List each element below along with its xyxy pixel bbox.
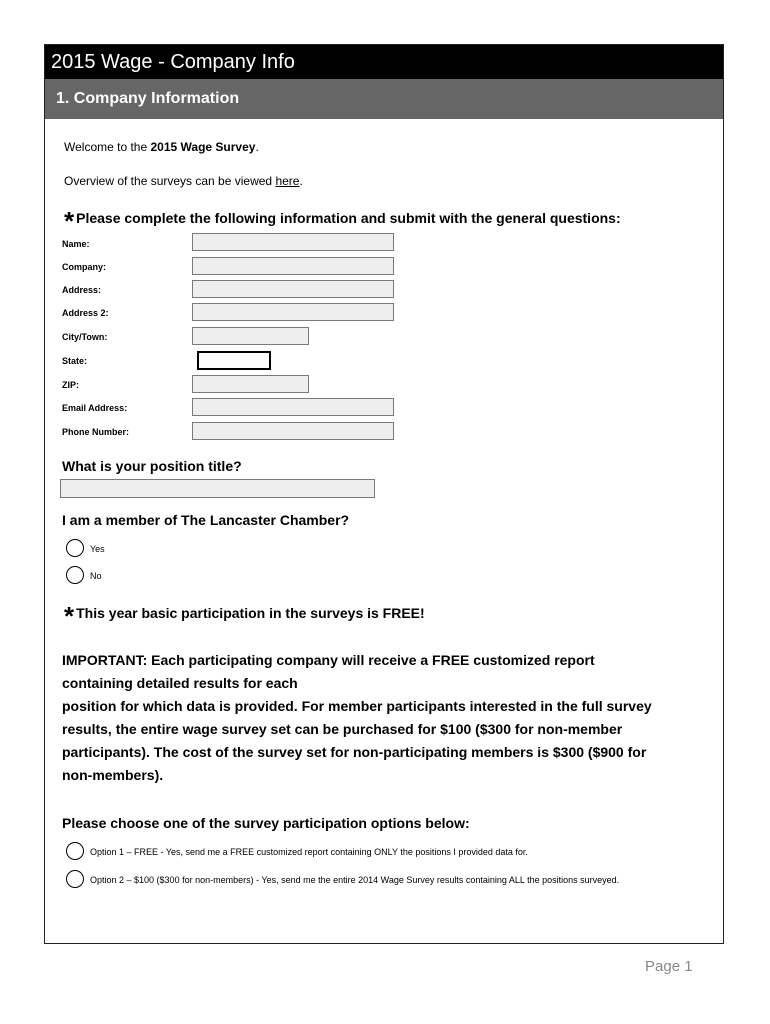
important-line: position for which data is provided. For member participants interested in the full survey (62, 698, 652, 714)
membership-no-label: No (90, 571, 102, 581)
page-number: Page 1 (645, 958, 693, 975)
overview-prefix: Overview of the surveys can be viewed (64, 174, 276, 188)
welcome-suffix: . (255, 140, 259, 154)
state-label: State: (62, 356, 88, 366)
phone-input[interactable] (192, 422, 394, 440)
state-input[interactable] (197, 351, 271, 370)
important-line: non-members). (62, 767, 164, 783)
membership-yes-radio[interactable] (66, 539, 84, 557)
free-note-text: This year basic participation in the surveys is FREE! (76, 605, 425, 621)
address2-label: Address 2: (62, 308, 109, 318)
contact-heading-text: Please complete the following information and submit with the general questions: (76, 210, 621, 226)
option1-label: Option 1 – FREE - Yes, send me a FREE customized report containing ONLY the positions I provided data for. (90, 847, 528, 857)
position-question: What is your position title? (62, 458, 242, 474)
important-line: participants). The cost of the survey set for non-participating members is $300 ($900 for (62, 744, 647, 760)
address2-input[interactable] (192, 303, 394, 321)
address-label: Address: (62, 285, 102, 295)
important-line: results, the entire wage survey set can be purchased for $100 ($300 for non-member (62, 721, 623, 737)
survey-form (44, 44, 724, 944)
section-heading: 1. Company Information (45, 79, 723, 119)
zip-label: ZIP: (62, 380, 79, 390)
city-input[interactable] (192, 327, 309, 345)
overview-text (64, 174, 303, 188)
option2-radio[interactable] (66, 870, 84, 888)
important-line: IMPORTANT: Each participating company will receive a FREE customized report (62, 652, 595, 668)
important-notice (62, 649, 712, 787)
welcome-prefix: Welcome to the (64, 140, 151, 154)
option2-label: Option 2 – $100 ($300 for non-members) - Yes, send me the entire 2014 Wage Survey results containing ALL the positions surveyed. (90, 875, 620, 885)
membership-yes-label: Yes (90, 544, 105, 554)
welcome-text (64, 140, 259, 154)
participation-question: Please choose one of the survey participation options below: (62, 815, 470, 831)
city-label: City/Town: (62, 332, 108, 342)
company-input[interactable] (192, 257, 394, 275)
free-note-asterisk: * (64, 601, 75, 631)
email-input[interactable] (192, 398, 394, 416)
position-title-input[interactable] (60, 479, 375, 498)
name-label: Name: (62, 239, 90, 249)
address-input[interactable] (192, 280, 394, 298)
membership-no-radio[interactable] (66, 566, 84, 584)
name-input[interactable] (192, 233, 394, 251)
zip-input[interactable] (192, 375, 309, 393)
important-line: containing detailed results for each (62, 675, 298, 691)
free-note (64, 601, 425, 632)
membership-question: I am a member of The Lancaster Chamber? (62, 512, 350, 528)
welcome-survey-name: 2015 Wage Survey (150, 140, 256, 154)
email-label: Email Address: (62, 403, 128, 413)
overview-link[interactable]: here (275, 174, 300, 188)
option1-radio[interactable] (66, 842, 84, 860)
overview-suffix: . (299, 174, 303, 188)
page-title: 2015 Wage - Company Info (45, 45, 723, 79)
required-asterisk: * (64, 206, 75, 236)
company-label: Company: (62, 262, 107, 272)
phone-label: Phone Number: (62, 427, 130, 437)
